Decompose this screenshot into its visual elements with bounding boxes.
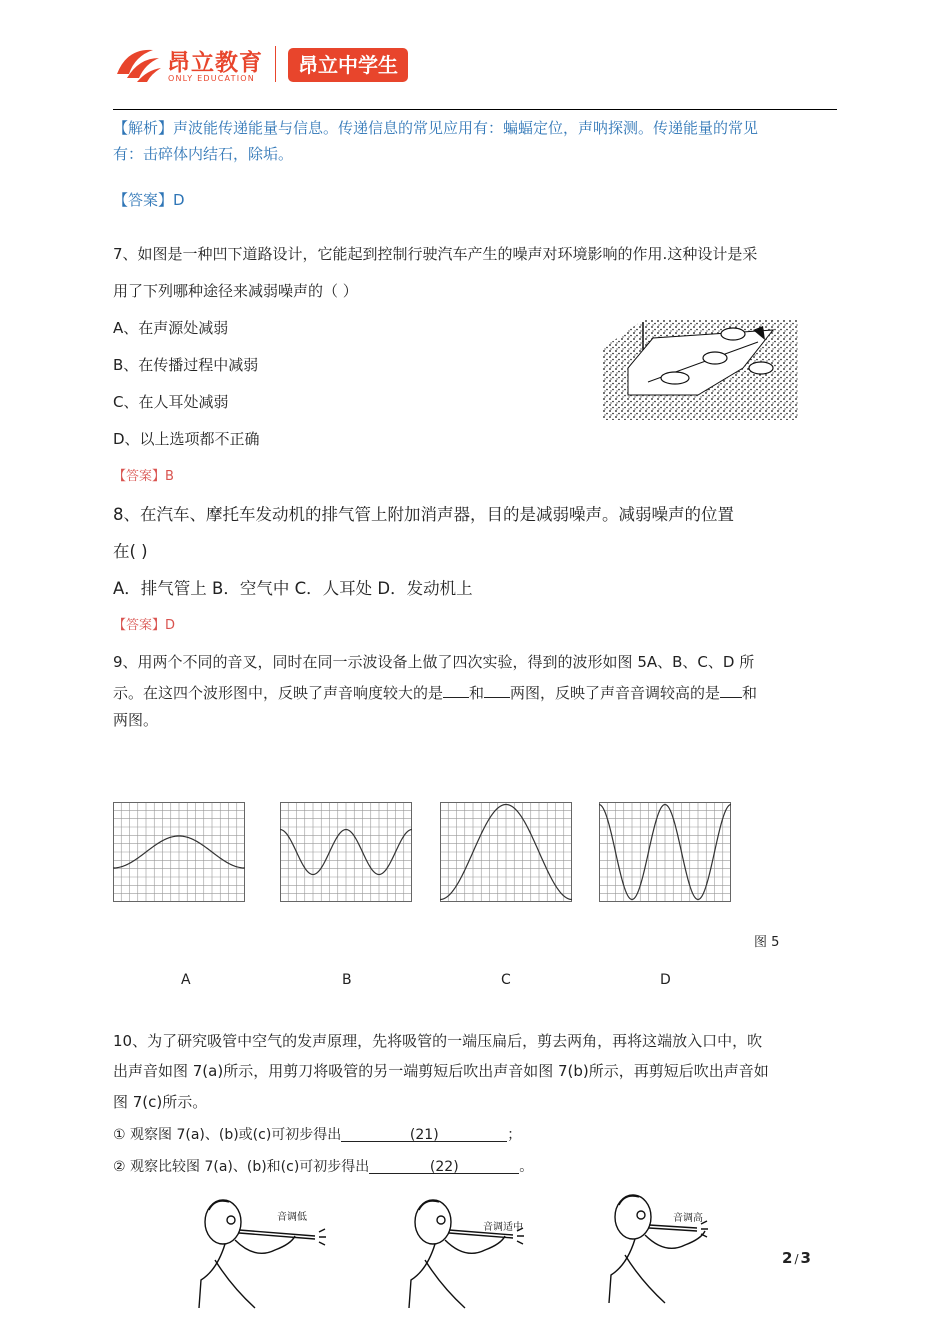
q6-answer: 【答案】D	[113, 191, 185, 209]
straw-figure-a	[195, 1190, 330, 1310]
q10-blank-21-label: (21)	[409, 1127, 439, 1143]
waveform-label-c: C	[501, 972, 511, 988]
brand-english: ONLY EDUCATION	[168, 74, 255, 83]
q7-option-c: C、在人耳处减弱	[113, 393, 229, 411]
figure-c-label: 音调高	[673, 1213, 703, 1224]
figure5-caption: 图 5	[754, 935, 780, 950]
q8-answer: 【答案】D	[113, 618, 176, 633]
q9-text-d: 和	[742, 684, 758, 702]
q7-stem-line2: 用了下列哪种途径来减弱噪声的（ ）	[113, 282, 358, 300]
q9-blank-1[interactable]	[443, 681, 469, 698]
straw-figure-c	[605, 1185, 740, 1305]
q8-stem-line2: 在( )	[113, 542, 148, 561]
q9-text-b: 和	[469, 684, 485, 702]
brand-name: 昂立教育	[167, 50, 263, 76]
q9-blank-3[interactable]	[720, 681, 742, 698]
q10-item2-suffix: 。	[519, 1159, 534, 1175]
waveform-label-a: A	[181, 972, 191, 988]
header-divider	[275, 46, 276, 82]
q10-blank-22-label: (22)	[429, 1159, 459, 1175]
header-rule	[113, 109, 837, 110]
q9-stem-line1: 9、用两个不同的音叉，同时在同一示波设备上做了四次实验，得到的波形如图 5A、B、C、D 所	[113, 653, 755, 671]
q8-options: A．排气管上 B．空气中 C．人耳处 D．发动机上	[113, 579, 473, 598]
header	[113, 42, 837, 102]
waveform-label-d: D	[660, 972, 671, 988]
sunken-road-illustration	[603, 320, 800, 420]
page-number	[782, 1249, 811, 1267]
q10-blank-21[interactable]	[341, 1125, 507, 1142]
q9-blank-2[interactable]	[484, 681, 510, 698]
q9-text-a: 示。在这四个波形图中，反映了声音响度较大的是	[113, 684, 444, 702]
q10-item1-suffix: ；	[507, 1127, 522, 1143]
q8-stem-line1: 8、在汽车、摩托车发动机的排气管上附加消声器，目的是减弱噪声。减弱噪声的位置	[113, 505, 734, 524]
waveform-c	[440, 802, 572, 902]
q10-item1	[113, 1125, 521, 1145]
q7-answer: 【答案】B	[113, 469, 174, 484]
q6-analysis-line2: 有：击碎体内结石，除垢。	[113, 145, 294, 163]
q9-stem-line3: 两图。	[113, 711, 159, 729]
waveform-a	[113, 802, 245, 902]
q7-option-d: D、以上选项都不正确	[113, 430, 260, 448]
page-current: 2	[782, 1249, 793, 1267]
page-separator: /	[794, 1252, 799, 1266]
waveform-b	[280, 802, 412, 902]
q10-item2	[113, 1157, 533, 1177]
q10-blank-22[interactable]	[369, 1157, 519, 1174]
q9-stem-line2	[113, 681, 757, 703]
q7-option-b: B、在传播过程中减弱	[113, 356, 259, 374]
figure-b-label: 音调适中	[483, 1222, 523, 1233]
waveform-label-b: B	[342, 972, 352, 988]
q10-item2-prefix: ② 观察比较图 7(a)、(b)和(c)可初步得出	[113, 1159, 370, 1175]
q10-stem-line2: 出声音如图 7(a)所示，用剪刀将吸管的另一端剪短后吹出声音如图 7(b)所示，再剪短后吹出声音如	[113, 1062, 769, 1080]
q7-option-a: A、在声源处减弱	[113, 319, 229, 337]
q10-stem-line1: 10、为了研究吸管中空气的发声原理，先将吸管的一端压扁后，剪去两角，再将这端放入口中，吹	[113, 1032, 763, 1050]
straw-figure-b	[405, 1190, 540, 1310]
brand-logo-icon	[113, 44, 163, 84]
page-total: 3	[800, 1249, 811, 1267]
q10-item1-prefix: ① 观察图 7(a)、(b)或(c)可初步得出	[113, 1127, 342, 1143]
q6-analysis-line1: 【解析】声波能传递能量与信息。传递信息的常见应用有：蝙蝠定位，声呐探测。传递能量的常见	[113, 119, 759, 137]
waveform-d	[599, 802, 731, 902]
q7-stem-line1: 7、如图是一种凹下道路设计，它能起到控制行驶汽车产生的噪声对环境影响的作用.这种设计是采	[113, 245, 758, 263]
q10-stem-line3: 图 7(c)所示。	[113, 1093, 208, 1111]
figure-a-label: 音调低	[277, 1212, 307, 1223]
q9-text-c: 两图，反映了声音音调较高的是	[510, 684, 721, 702]
brand-badge: 昂立中学生	[288, 48, 408, 82]
